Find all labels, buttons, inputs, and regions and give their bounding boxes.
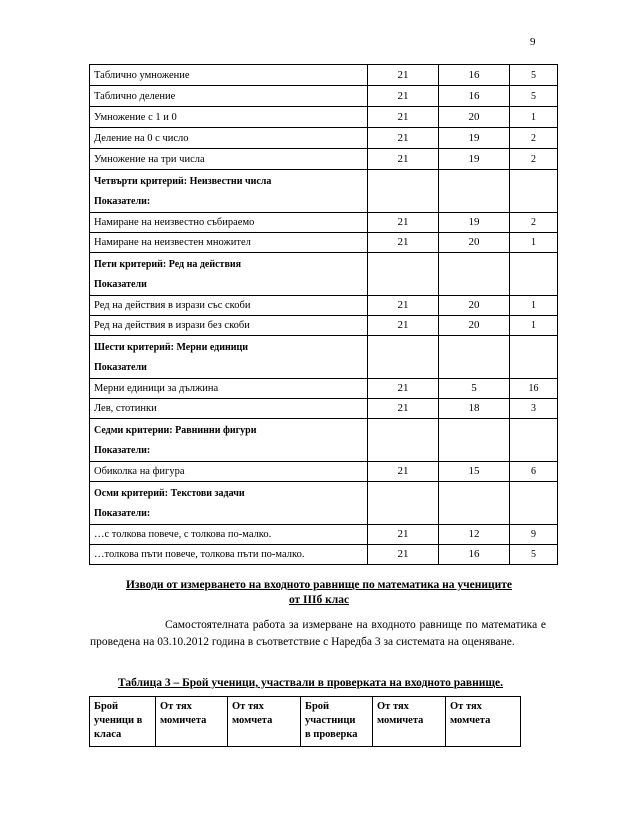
total-count: 21 [368, 86, 439, 107]
criterion-header-row [90, 170, 558, 213]
empty-cell [510, 336, 558, 379]
empty-cell [368, 336, 439, 379]
table-row [90, 86, 558, 107]
header-line: От тях [160, 701, 192, 712]
header-line: момичета [160, 715, 207, 726]
table-row [90, 379, 558, 399]
column-header [301, 697, 373, 747]
section-title [90, 578, 548, 608]
total-count: 21 [368, 107, 439, 128]
table-row [90, 525, 558, 545]
mastered-count: 12 [439, 525, 510, 545]
empty-cell [510, 253, 558, 296]
table-row [90, 545, 558, 565]
mastered-count: 19 [439, 213, 510, 233]
mastered-count: 18 [439, 399, 510, 419]
page-number: 9 [530, 36, 536, 48]
total-count: 21 [368, 316, 439, 336]
not-mastered-count: 2 [510, 149, 558, 170]
criterion-header-row [90, 482, 558, 525]
indicators-label: Показатели: [94, 445, 151, 456]
mastered-count: 20 [439, 107, 510, 128]
not-mastered-count: 9 [510, 525, 558, 545]
not-mastered-count: 1 [510, 316, 558, 336]
header-line: момчета [450, 715, 491, 726]
not-mastered-count: 1 [510, 296, 558, 316]
header-line: момичета [377, 715, 424, 726]
empty-cell [439, 482, 510, 525]
indicator-label: Намиране на неизвестно събираемо [90, 213, 368, 233]
column-header [373, 697, 446, 747]
criterion-header [90, 253, 368, 296]
header-line: Брой [305, 701, 330, 712]
table-row [90, 316, 558, 336]
mastered-count: 19 [439, 128, 510, 149]
indicators-label: Показатели: [94, 196, 151, 207]
total-count: 21 [368, 462, 439, 482]
criterion-title: Пети критерий: Ред на действия [94, 259, 242, 270]
indicator-label: Ред на действия в изрази със скоби [90, 296, 368, 316]
header-line: От тях [377, 701, 409, 712]
criterion-title: Осми критерий: Текстови задачи [94, 488, 245, 499]
empty-cell [439, 170, 510, 213]
indicator-label: …с толкова повече, с толкова по-малко. [90, 525, 368, 545]
empty-cell [439, 419, 510, 462]
total-count: 21 [368, 525, 439, 545]
criterion-header [90, 482, 368, 525]
indicator-label: Таблично деление [90, 86, 368, 107]
empty-cell [368, 419, 439, 462]
indicators-label: Показатели [94, 362, 147, 373]
header-line: Брой [94, 701, 119, 712]
indicator-label: Ред на действия в изрази без скоби [90, 316, 368, 336]
total-count: 21 [368, 149, 439, 170]
header-line: От тях [450, 701, 482, 712]
table-row [90, 233, 558, 253]
total-count: 21 [368, 128, 439, 149]
empty-cell [439, 253, 510, 296]
empty-cell [510, 170, 558, 213]
criterion-header [90, 419, 368, 462]
table-row [90, 107, 558, 128]
table-row [90, 128, 558, 149]
column-header [446, 697, 521, 747]
criterion-title: Седми критерии: Равнинни фигури [94, 425, 257, 436]
table-row [90, 65, 558, 86]
indicator-label: Лев, стотинки [90, 399, 368, 419]
table-header-row [90, 697, 521, 747]
empty-cell [368, 482, 439, 525]
total-count: 21 [368, 379, 439, 399]
participants-table [89, 696, 521, 747]
not-mastered-count: 5 [510, 86, 558, 107]
not-mastered-count: 3 [510, 399, 558, 419]
total-count: 21 [368, 65, 439, 86]
total-count: 21 [368, 545, 439, 565]
indicator-label: Деление на 0 с число [90, 128, 368, 149]
mastered-count: 15 [439, 462, 510, 482]
column-header [90, 697, 156, 747]
header-line: в проверка [305, 729, 358, 740]
mastered-count: 5 [439, 379, 510, 399]
body-paragraph [90, 617, 546, 651]
total-count: 21 [368, 296, 439, 316]
table-row [90, 213, 558, 233]
criterion-header-row [90, 336, 558, 379]
mastered-count: 16 [439, 545, 510, 565]
table-row [90, 296, 558, 316]
section-title-line: Изводи от измерването на входното равнище по математика на учениците [125, 579, 513, 591]
table-row [90, 462, 558, 482]
not-mastered-count: 1 [510, 233, 558, 253]
not-mastered-count: 6 [510, 462, 558, 482]
header-line: участници [305, 715, 356, 726]
mastered-count: 20 [439, 316, 510, 336]
header-line: класа [94, 729, 122, 740]
total-count: 21 [368, 213, 439, 233]
criterion-title: Шести критерий: Мерни единици [94, 342, 249, 353]
indicator-label: Таблично умножение [90, 65, 368, 86]
criterion-header-row [90, 253, 558, 296]
empty-cell [510, 482, 558, 525]
empty-cell [510, 419, 558, 462]
header-line: От тях [232, 701, 264, 712]
not-mastered-count: 5 [510, 545, 558, 565]
not-mastered-count: 5 [510, 65, 558, 86]
mastered-count: 16 [439, 65, 510, 86]
criterion-header [90, 170, 368, 213]
empty-cell [368, 170, 439, 213]
indicator-label: Мерни единици за дължина [90, 379, 368, 399]
total-count: 21 [368, 233, 439, 253]
indicator-label: Обиколка на фигура [90, 462, 368, 482]
mastered-count: 20 [439, 233, 510, 253]
header-line: ученици в [94, 715, 143, 726]
indicators-label: Показатели [94, 279, 147, 290]
mastered-count: 19 [439, 149, 510, 170]
paragraph-text: Самостоятелната работа за измерване на входното равнище по математика е проведена на 03.10.2012 година в съответствие с Наредба 3 за системата на оценяване. [90, 619, 546, 648]
indicator-label: Намиране на неизвестен множител [90, 233, 368, 253]
not-mastered-count: 1 [510, 107, 558, 128]
table-row [90, 149, 558, 170]
not-mastered-count: 16 [510, 379, 558, 399]
empty-cell [439, 336, 510, 379]
indicator-label: Умножение на три числа [90, 149, 368, 170]
total-count: 21 [368, 399, 439, 419]
header-line: момчета [232, 715, 273, 726]
empty-cell [368, 253, 439, 296]
column-header [228, 697, 301, 747]
criteria-table [89, 64, 558, 565]
not-mastered-count: 2 [510, 128, 558, 149]
column-header [156, 697, 228, 747]
mastered-count: 16 [439, 86, 510, 107]
table-caption: Таблица 3 – Брой ученици, участвали в проверката на входното равнище. [118, 677, 504, 689]
table-row [90, 399, 558, 419]
criterion-title: Четвърти критерий: Неизвестни числа [94, 176, 272, 187]
indicator-label: Умножение с 1 и 0 [90, 107, 368, 128]
mastered-count: 20 [439, 296, 510, 316]
criterion-header [90, 336, 368, 379]
indicator-label: …толкова пъти повече, толкова пъти по-малко. [90, 545, 368, 565]
criterion-header-row [90, 419, 558, 462]
indicators-label: Показатели: [94, 508, 151, 519]
section-title-line: от IIIб клас [288, 594, 350, 606]
not-mastered-count: 2 [510, 213, 558, 233]
